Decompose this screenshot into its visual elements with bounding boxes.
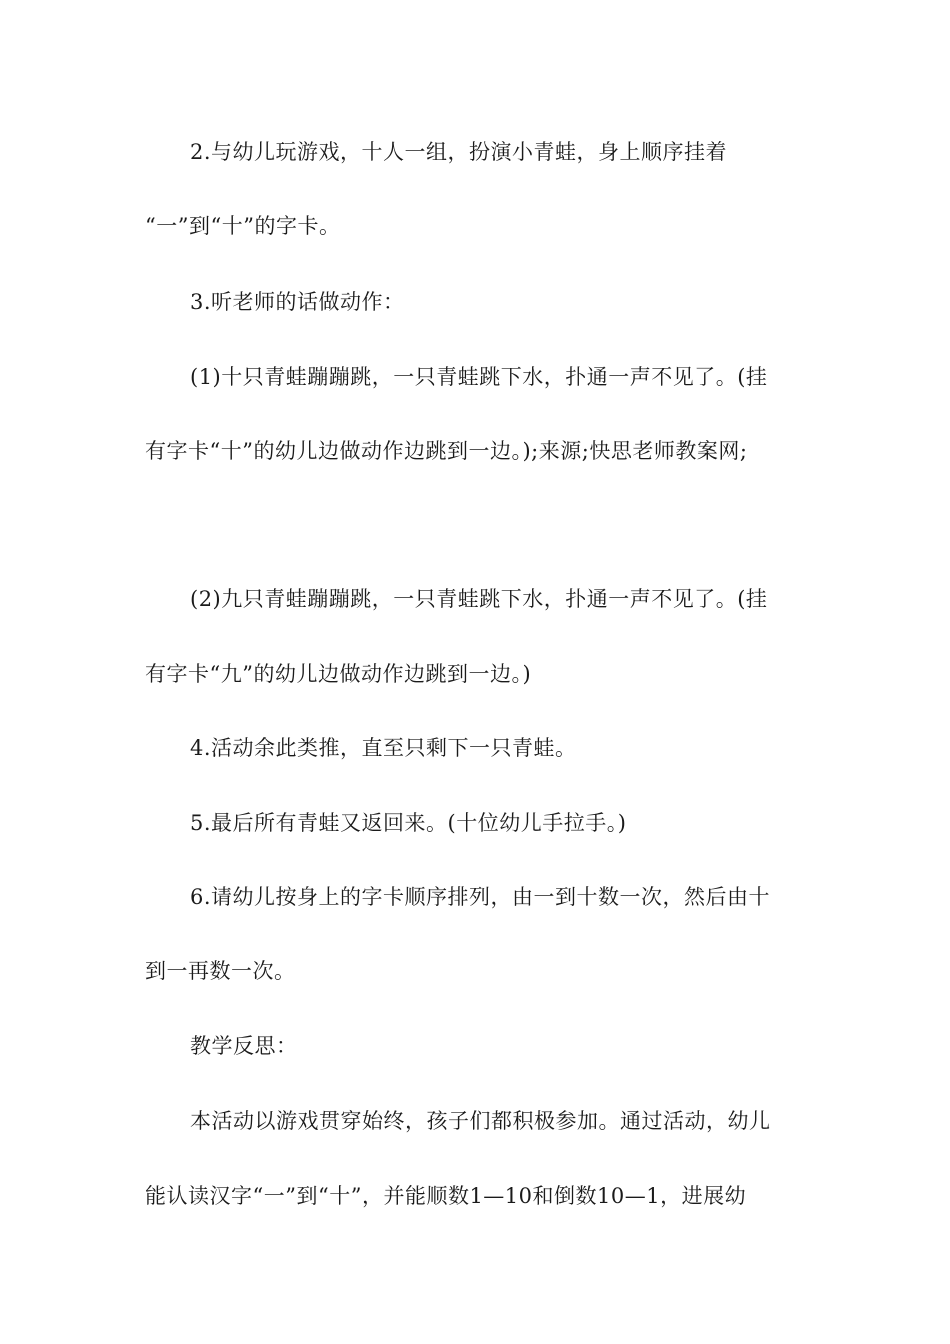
text-line-4: (1)十只青蛙蹦蹦跳，一只青蛙跳下水，扑通一声不见了。(挂 — [190, 365, 768, 389]
text-line-2: “一”到“十”的字卡。 — [145, 214, 341, 238]
text-line-8: 4.活动余此类推，直至只剩下一只青蛙。 — [190, 736, 577, 760]
text-line-13: 本活动以游戏贯穿始终，孩子们都积极参加。通过活动，幼儿 — [190, 1109, 771, 1133]
section-heading-teaching-reflection: 教学反思： — [190, 1034, 298, 1058]
text-line-14: 能认读汉字“一”到“十”，并能顺数1—10和倒数10—1，进展幼 — [145, 1184, 747, 1208]
text-line-6: (2)九只青蛙蹦蹦跳，一只青蛙跳下水，扑通一声不见了。(挂 — [190, 587, 768, 611]
text-line-11: 到一再数一次。 — [145, 959, 296, 983]
text-line-5: 有字卡“十”的幼儿边做动作边跳到一边。);来源;快思老师教案网; — [145, 439, 748, 463]
text-line-10: 6.请幼儿按身上的字卡顺序排列，由一到十数一次，然后由十 — [190, 885, 771, 909]
text-line-7: 有字卡“九”的幼儿边做动作边跳到一边。) — [145, 662, 532, 686]
text-line-9: 5.最后所有青蛙又返回来。(十位幼儿手拉手。) — [190, 811, 627, 835]
text-line-3: 3.听老师的话做动作： — [190, 290, 405, 314]
text-line-1: 2.与幼儿玩游戏，十人一组，扮演小青蛙，身上顺序挂着 — [190, 140, 728, 164]
